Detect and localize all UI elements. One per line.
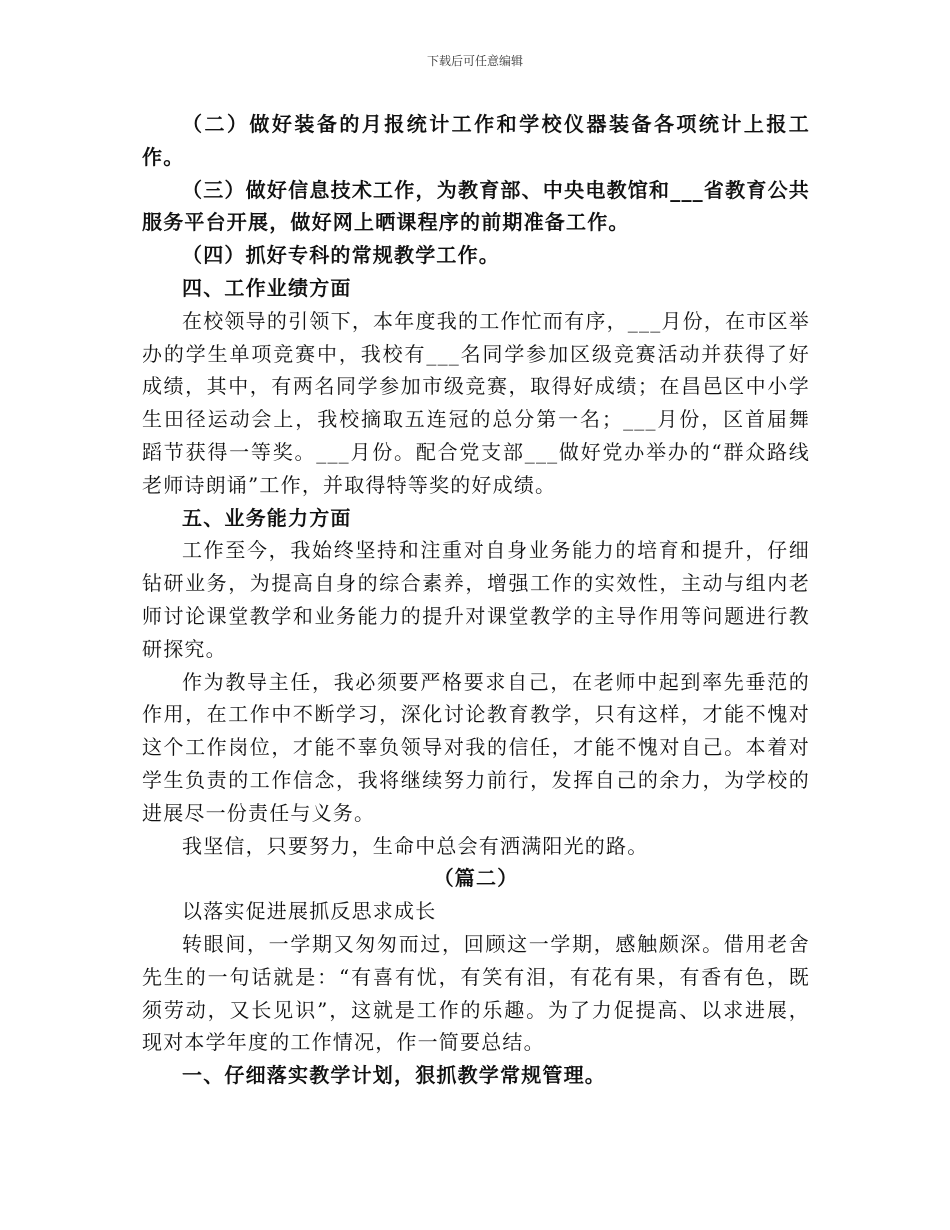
page-header-note: 下载后可任意编辑	[426, 54, 523, 68]
paragraph-subtitle: 以落实促进展抓反思求成长	[182, 899, 437, 924]
paragraph-it-work: （三）做好信息技术工作，为教育部、中央电教馆和___省教育公共服务平台开展，做好网上晒课程序的前期准备工作。	[142, 177, 810, 235]
section-heading-achievements: 四、工作业绩方面	[182, 275, 352, 300]
paragraph-achievements: 在校领导的引领下，本年度我的工作忙而有序，___月份，在市区举办的学生单项竞赛中，我校有___名同学参加区级竞赛活动并获得了好成绩，其中，有两名同学参加市级竞赛，取得好成绩；在昌邑区中小学生田径运动会上，我校摘取五连冠的总分第一名；___月份，区首届舞蹈节获得一等奖。___月份。配合党支部___做好党办举办的“群众路线老师诗朗诵”工作，并取得特等奖的好成绩。	[142, 308, 810, 497]
chapter-heading-part-two: （篇二）	[433, 866, 519, 891]
paragraph-review: 转眼间，一学期又匆匆而过，回顾这一学期，感触颇深。借用老舍先生的一句话就是：“有喜有忧，有笑有泪，有花有果，有香有色，既须劳动，又长见识”，这就是工作的乐趣。为了力促提高、以求进展，现对本学年度的工作情况，作一简要总结。	[142, 931, 810, 1055]
paragraph-equipment-report: （二）做好装备的月报统计工作和学校仪器装备各项统计上报工作。	[142, 112, 810, 169]
paragraph-routine-teaching: （四）抓好专科的常规教学工作。	[182, 243, 500, 268]
document-body	[142, 108, 810, 1092]
section-heading-teaching-plan: 一、仔细落实教学计划，狠抓教学常规管理。	[182, 1063, 606, 1088]
section-heading-ability: 五、业务能力方面	[182, 505, 352, 530]
paragraph-belief: 我坚信，只要努力，生命中总会有洒满阳光的路。	[182, 833, 649, 858]
paragraph-ability: 工作至今，我始终坚持和注重对自身业务能力的培育和提升，仔细钻研业务，为提高自身的综合素养，增强工作的实效性，主动与组内老师讨论课堂教学和业务能力的提升对课堂教学的主导作用等问题进行教研探究。	[142, 538, 810, 661]
paragraph-director-role: 作为教导主任，我必须要严格要求自己，在老师中起到率先垂范的作用，在工作中不断学习，深化讨论教育教学，只有这样，才能不愧对这个工作岗位，才能不辜负领导对我的信任，才能不愧对自己。本着对学生负责的工作信念，我将继续努力前行，发挥自己的余力，为学校的进展尽一份责任与义务。	[142, 669, 810, 825]
